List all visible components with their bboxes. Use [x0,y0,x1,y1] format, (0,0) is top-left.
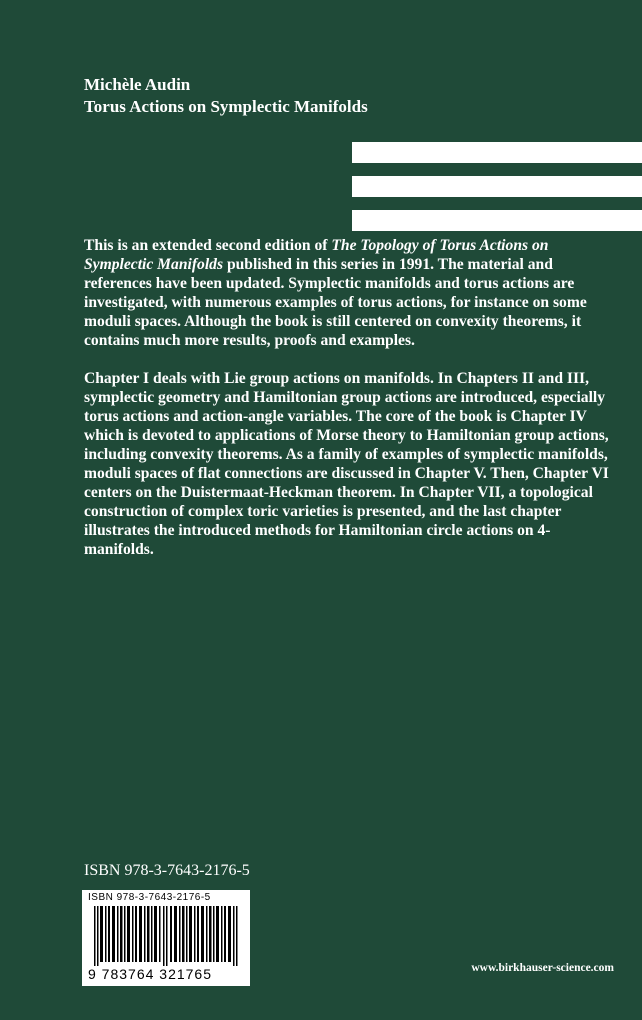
book-description [84,236,620,578]
barcode-isbn-text: ISBN 978-3-7643-2176-5 [88,892,211,903]
barcode-bars [86,906,246,966]
publisher-website: www.birkhauser-science.com [471,962,614,974]
barcode-digits: 9 783764 321765 [88,966,212,982]
author-name: Michèle Audin [84,75,191,94]
first-edition-title: The Topology of Torus Actions on Symplectic Manifolds [84,237,549,273]
book-header [84,74,368,118]
description-paragraph-1: This is an extended second edition of The Topology of Torus Actions on Symplectic Manifolds published in this series in 1991. The material and references have been updated. Symplectic manifolds and torus actions are investigated, with numerous examples of torus actions, for instance on some moduli spaces. Although the book is still centered on convexity theorems, it contains much more results, proofs and examples. [84,237,587,349]
stripe-1 [352,142,642,163]
isbn-barcode [82,890,250,986]
stripe-3 [352,210,642,231]
stripe-2 [352,176,642,197]
book-title: Torus Actions on Symplectic Manifolds [84,97,368,116]
isbn-label: ISBN 978-3-7643-2176-5 [84,862,250,879]
description-paragraph-2: Chapter I deals with Lie group actions on manifolds. In Chapters II and III, symplectic geometry and Hamiltonian group actions are introduced, especially torus actions and action-angle variables. The core of the book is Chapter IV which is devoted to applications of Morse theory to Hamiltonian group actions, including convexity theorems. As a family of examples of symplectic manifolds, moduli spaces of flat connections are discussed in Chapter V. Then, Chapter VI centers on the Duistermaat-Heckman theorem. In Chapter VII, a topological construction of complex toric varieties is presented, and the last chapter illustrates the introduced methods for Hamiltonian circle actions on 4-manifolds. [84,370,609,558]
decorative-stripes [352,142,642,244]
